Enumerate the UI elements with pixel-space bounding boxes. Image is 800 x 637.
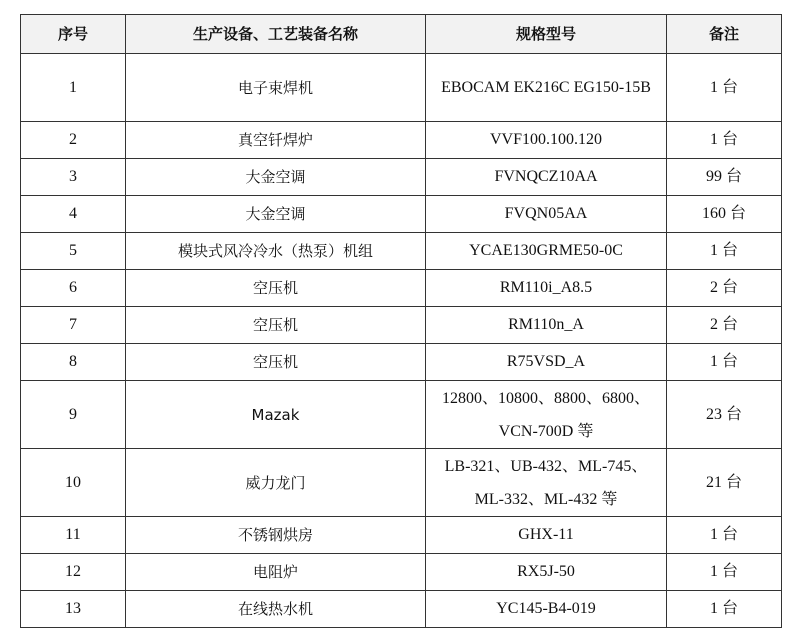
row-model: RM110i_A8.5	[426, 270, 667, 307]
row-name: 空压机	[126, 270, 426, 307]
table-row	[21, 554, 782, 591]
row-note: 1 台	[667, 517, 782, 554]
row-note: 21 台	[667, 449, 782, 517]
table-row	[21, 344, 782, 381]
row-name: 模块式风冷冷水（热泵）机组	[126, 233, 426, 270]
row-no: 11	[21, 517, 126, 554]
row-note: 2 台	[667, 307, 782, 344]
table-row	[21, 196, 782, 233]
row-note: 1 台	[667, 591, 782, 628]
equipment-table	[20, 14, 782, 628]
row-model: RX5J-50	[426, 554, 667, 591]
row-name: 在线热水机	[126, 591, 426, 628]
row-model: YC145-B4-019	[426, 591, 667, 628]
row-model: FVQN05AA	[426, 196, 667, 233]
header-row	[21, 15, 782, 54]
row-name: 大金空调	[126, 196, 426, 233]
table-row	[21, 233, 782, 270]
row-no: 13	[21, 591, 126, 628]
row-no: 4	[21, 196, 126, 233]
row-model: FVNQCZ10AA	[426, 159, 667, 196]
header-note: 备注	[667, 15, 782, 54]
row-note: 99 台	[667, 159, 782, 196]
row-name: 电子束焊机	[126, 54, 426, 122]
header-model: 规格型号	[426, 15, 667, 54]
row-name: 空压机	[126, 307, 426, 344]
row-name: 真空钎焊炉	[126, 122, 426, 159]
row-note: 1 台	[667, 554, 782, 591]
row-model: VVF100.100.120	[426, 122, 667, 159]
row-name: 空压机	[126, 344, 426, 381]
table-row	[21, 307, 782, 344]
header-name: 生产设备、工艺装备名称	[126, 15, 426, 54]
row-name: 不锈钢烘房	[126, 517, 426, 554]
row-model: RM110n_A	[426, 307, 667, 344]
row-model: R75VSD_A	[426, 344, 667, 381]
table-row	[21, 591, 782, 628]
row-note: 1 台	[667, 122, 782, 159]
row-model: EBOCAM EK216C EG150-15B	[426, 54, 667, 122]
header-no: 序号	[21, 15, 126, 54]
row-name: 威力龙门	[126, 449, 426, 517]
row-no: 2	[21, 122, 126, 159]
table-row	[21, 449, 782, 517]
row-note: 1 台	[667, 233, 782, 270]
row-note: 2 台	[667, 270, 782, 307]
row-name: 电阻炉	[126, 554, 426, 591]
row-no: 7	[21, 307, 126, 344]
row-model: YCAE130GRME50-0C	[426, 233, 667, 270]
row-no: 9	[21, 381, 126, 449]
row-note: 160 台	[667, 196, 782, 233]
row-name: Mazak	[126, 381, 426, 449]
row-no: 10	[21, 449, 126, 517]
table-row	[21, 270, 782, 307]
row-name: 大金空调	[126, 159, 426, 196]
table-row	[21, 54, 782, 122]
row-no: 3	[21, 159, 126, 196]
table-row	[21, 381, 782, 449]
table-row	[21, 517, 782, 554]
row-no: 6	[21, 270, 126, 307]
row-note: 1 台	[667, 344, 782, 381]
table-row	[21, 159, 782, 196]
table-row	[21, 122, 782, 159]
row-note: 23 台	[667, 381, 782, 449]
row-note: 1 台	[667, 54, 782, 122]
row-model: LB-321、UB-432、ML-745、ML-332、ML-432 等	[426, 449, 667, 517]
row-model: GHX-11	[426, 517, 667, 554]
row-model: 12800、10800、8800、6800、VCN-700D 等	[426, 381, 667, 449]
row-no: 5	[21, 233, 126, 270]
row-no: 1	[21, 54, 126, 122]
row-no: 8	[21, 344, 126, 381]
row-no: 12	[21, 554, 126, 591]
